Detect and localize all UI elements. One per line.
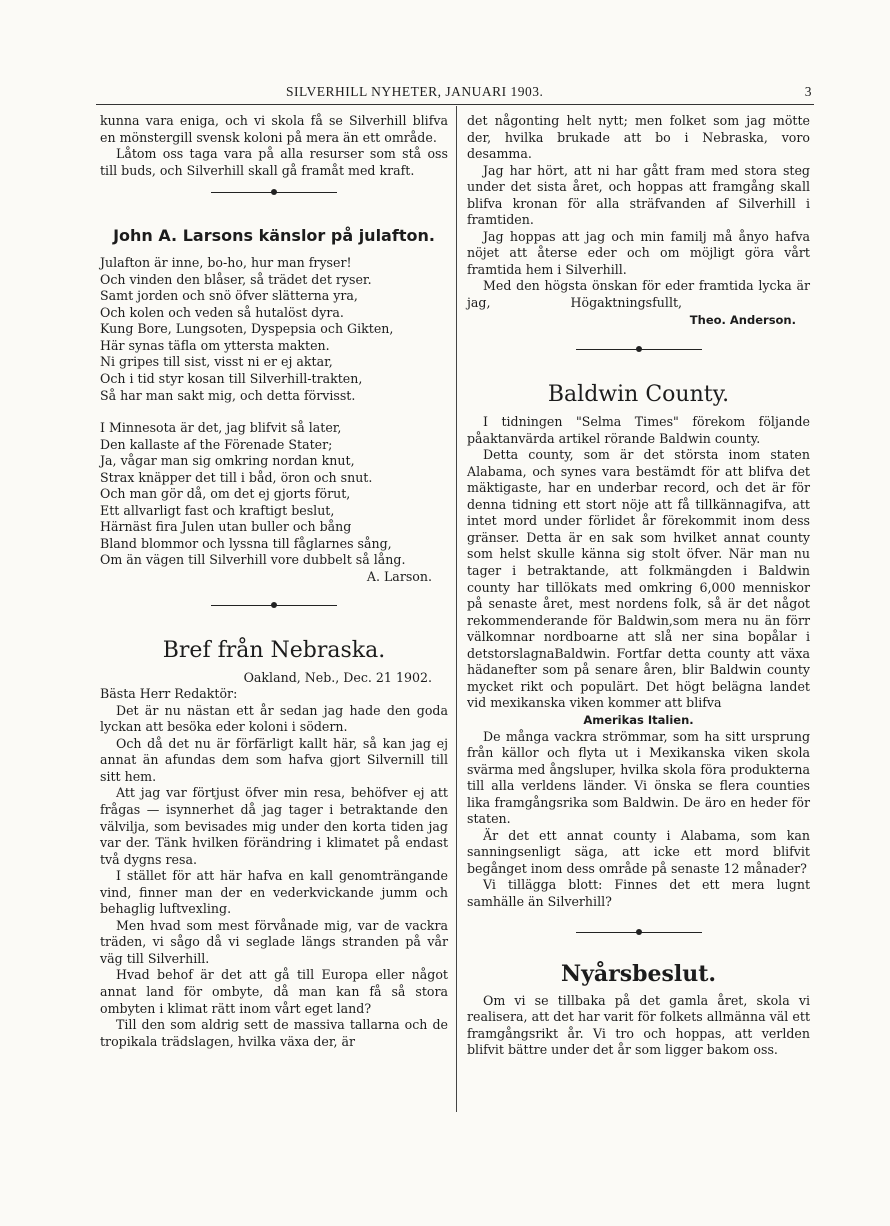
letter-paragraph: I stället för att här hafva en kall genomträngande vind, finner man der en vederkvickande jumm och behaglig luftvexling. — [100, 868, 448, 917]
column-rule — [456, 106, 457, 1112]
poem-line: Ja, vågar man sig omkring nordan knut, — [100, 453, 355, 469]
letter-paragraph: Att jag var förtjust öfver min resa, behöfver ej att frågas — isynnerhet då jag tager i betraktande den välvilja, som bevisades mig under den korta tiden jag var der. Tänk hvilken förändring i klimatet på endast två dygns resa. — [100, 785, 448, 867]
article-paragraph: Detta county, som är det största inom staten Alabama, och synes vara bestämdt för att blifva det mäktigaste, har en underbar record, och det är för denna tidning ett stort nöje att få tillkännagifva, att intet mord under förlidet år förekommit inom dess gränser. Detta är en sak som hvilket annat county som helst skulle känna sig stolt öfver. När man nu tager i betraktande, att folkmängden i Baldwin county har tillökats med omkring 6,000 menniskor på senaste året, mest nordens folk, så är det något rekommenderande för Baldwin,som mera nu än förr välkomnar nordboarne att slå ner sina bopålar i detstorslagnaBaldwin. Fortfar detta county att växa hädanefter som på senare åren, blir Baldwin county mycket rikt och populärt. Det högt belägna landet vid mexikanska viken kommer att blifva — [467, 447, 810, 711]
baldwin-title: Baldwin County. — [547, 382, 730, 408]
section-divider — [100, 598, 448, 612]
letter-paragraph: Men hvad som mest förvånade mig, var de vackra träden, vi sågo då vi seglade längs stranden på vår väg till Silverhill. — [100, 917, 448, 966]
resolution-title: Nyårsbeslut. — [560, 960, 717, 987]
page-number: 3 — [804, 84, 812, 99]
intro-paragraph: kunna vara eniga, och vi skola få se Silverhill blifva en mönstergill svensk koloni på mera än ett område. — [100, 113, 448, 145]
letter-salutation: Bästa Herr Redaktör: — [100, 686, 238, 702]
poem-line: Strax knäpper det till i båd, öron och snut. — [100, 469, 373, 485]
poem-line: Bland blommor och lyssna till fåglarnes sång, — [100, 535, 392, 551]
poem-line: Samt jorden och snö öfver slätterna yra, — [100, 288, 358, 304]
article-paragraph: De många vackra strömmar, som ha sitt ursprung från källor och flyta ut i Mexikanska viken skola svärma med ångsluper, hvilka skola föra produkterna till alla verldens länder. Vi önska se flera counties lika framgångsrika som Baldwin. De äro en heder för staten. — [467, 728, 810, 827]
letter-paragraph: Jag har hört, att ni har gått fram med stora steg under det sista året, och hoppas att framgång skall blifva kronan för alla sträfvanden af Silverhill i framtiden. — [467, 162, 810, 228]
poem-line: Så har man sakt mig, och detta förvisst. — [100, 387, 356, 403]
poem — [100, 255, 448, 585]
poem-line: Ett allvarligt fast och kraftigt beslut, — [100, 502, 335, 518]
poem-line: Härnäst fira Julen utan buller och bång — [100, 519, 352, 535]
letter-paragraph: Till den som aldrig sett de massiva tallarna och de tropikala trädslagen, hvilka växa der, är — [100, 1017, 448, 1049]
header-rule — [96, 104, 814, 105]
poem-line: Ni gripes till sist, visst ni er ej aktar, — [100, 354, 333, 370]
section-divider — [100, 185, 448, 199]
letter-signature: Theo. Anderson. — [689, 312, 796, 327]
letter-dateline: Oakland, Neb., Dec. 21 1902. — [243, 669, 432, 685]
right-column — [467, 113, 815, 1059]
poem-line: Och man gör då, om det ej gjorts förut, — [100, 486, 351, 502]
poem-line: Och vinden den blåser, så trädet det ryser. — [100, 271, 372, 287]
resolution-paragraph: Om vi se tillbaka på det gamla året, skola vi realisera, att det har varit för folkets allmänna väl ett framgångsrikt år. Vi tro och hoppas, att verlden blifvit bättre under det år som ligger bakom oss. — [467, 992, 810, 1058]
newspaper-title: SILVERHILL NYHETER, JANUARI 1903. — [286, 84, 544, 99]
poem-line: Här synas täfla om yttersta makten. — [100, 337, 330, 353]
poem-line: Julafton är inne, bo-ho, hur man fryser! — [100, 255, 352, 271]
poem-line: Den kallaste af the Förenade Stater; — [100, 436, 333, 452]
poem-line: Kung Bore, Lungsoten, Dyspepsia och Gikten, — [100, 321, 394, 337]
poem-line: Och kolen och veden så hutalöst dyra. — [100, 304, 344, 320]
letter-title: Bref från Nebraska. — [162, 637, 386, 663]
letter-paragraph: Hvad behof är det att gå till Europa eller något annat land för ombyte, då man kan få så stora ombyten i klimat rätt inom vårt eget land? — [100, 967, 448, 1016]
article-paragraph: I tidningen "Selma Times" förekom följande påaktanvärda artikel rörande Baldwin county. — [467, 414, 810, 446]
section-divider — [467, 342, 810, 356]
poem-title: John A. Larsons känslor på julafton. — [113, 226, 435, 246]
letter-paragraph: Jag hoppas att jag och min familj må ånyo hafva nöjet att återse eder och om möjligt göra vårt framtida hem i Silverhill. — [467, 228, 810, 277]
letter-paragraph: Det är nu nästan ett år sedan jag hade den goda lyckan att besöka eder koloni i södern. — [100, 702, 448, 735]
section-divider — [467, 925, 810, 939]
poem-line: Om än vägen till Silverhill vore dubbelt så lång. — [100, 552, 406, 568]
article-subheading: Amerikas Italien. — [583, 712, 694, 727]
letter-paragraph: Och då det nu är förfärligt kallt här, så kan jag ej annat än afundas dem som hafva gjort Silvernill till sitt hem. — [100, 735, 448, 784]
page-header — [100, 84, 812, 104]
intro-paragraph: Låtom oss taga vara på alla resurser som stå oss till buds, och Silverhill skall gå framåt med kraft. — [100, 146, 448, 178]
left-column — [100, 113, 448, 1050]
article-paragraph: Är det ett annat county i Alabama, som kan sanningsenligt säga, att icke ett mord blifvit begånget inom dess område på senaste 12 månader? — [467, 827, 810, 876]
poem-author: A. Larson. — [366, 569, 432, 585]
poem-line: I Minnesota är det, jag blifvit så later, — [100, 420, 342, 436]
poem-line: Och i tid styr kosan till Silverhill-trakten, — [100, 371, 363, 387]
article-paragraph: Vi tillägga blott: Finnes det ett mera lugnt samhälle än Silverhill? — [467, 877, 810, 909]
letter-closing: Med den högsta önskan för eder framtida lycka är jag, Högaktningsfullt, — [467, 278, 815, 311]
letter-paragraph: det någonting helt nytt; men folket som jag mötte der, hvilka brukade att bo i Nebraska, voro desamma. — [467, 113, 810, 162]
